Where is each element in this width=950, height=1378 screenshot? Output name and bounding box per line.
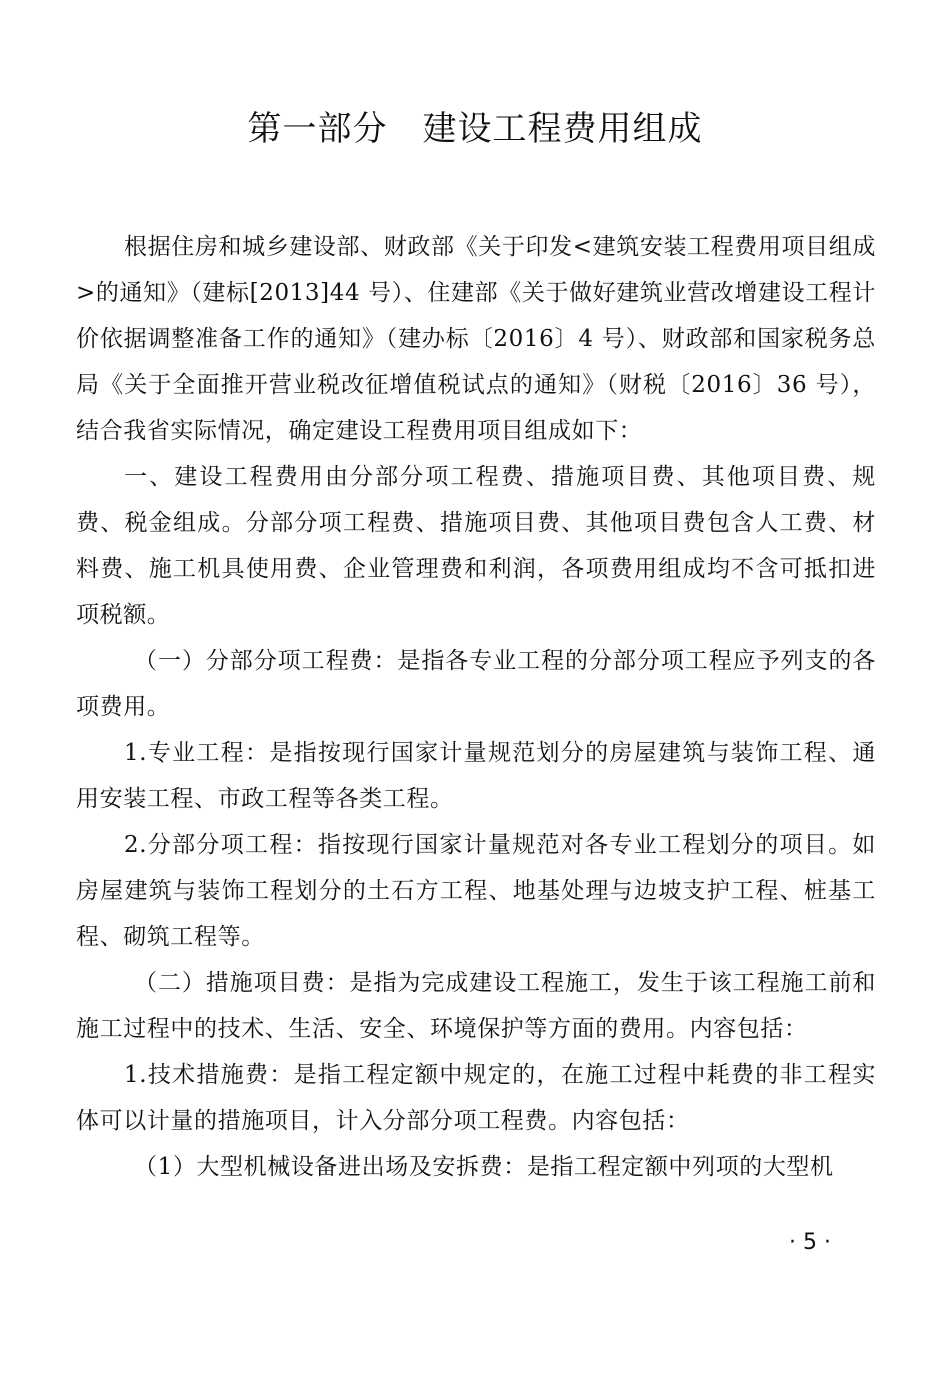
page-title: 第一部分 建设工程费用组成 [247,109,703,149]
page-number: · 5 · [789,1230,831,1255]
paragraph-item-1-professional: 1.专业工程：是指按现行国家计量规范划分的房屋建筑与装饰工程、通用安装工程、市政工程等各类工程。 [76,740,876,812]
paragraph-item-2-subdivision: 2.分部分项工程：指按现行国家计量规范对各专业工程划分的项目。如房屋建筑与装饰工程划分的土石方工程、地基处理与边坡支护工程、桩基工程、砌筑工程等。 [76,832,876,950]
body-text [76,224,876,1190]
paragraph-item-1-technical: 1.技术措施费：是指工程定额中规定的，在施工过程中耗费的非工程实体可以计量的措施项目，计入分部分项工程费。内容包括： [76,1062,876,1134]
paragraph-section-one: （一）分部分项工程费：是指各专业工程的分部分项工程应予列支的各项费用。 [76,648,876,720]
paragraph-sub-item-1: （1）大型机械设备进出场及安拆费：是指工程定额中列项的大型机 [134,1154,834,1180]
paragraph-cost-composition: 一、建设工程费用由分部分项工程费、措施项目费、其他项目费、规费、税金组成。分部分项工程费、措施项目费、其他项目费包含人工费、材料费、施工机具使用费、企业管理费和利润，各项费用组成均不含可抵扣进项税额。 [76,464,876,628]
paragraph-basis: 根据住房和城乡建设部、财政部《关于印发<建筑安装工程费用项目组成>的通知》（建标[2013]44 号）、住建部《关于做好建筑业营改增建设工程计价依据调整准备工作的通知》（建办标〔2016〕4 号）、财政部和国家税务总局《关于全面推开营业税改征增值税试点的通知》（财税〔2016〕36 号），结合我省实际情况，确定建设工程费用项目组成如下： [76,234,876,444]
paragraph-section-two: （二）措施项目费：是指为完成建设工程施工，发生于该工程施工前和施工过程中的技术、生活、安全、环境保护等方面的费用。内容包括： [76,970,876,1042]
